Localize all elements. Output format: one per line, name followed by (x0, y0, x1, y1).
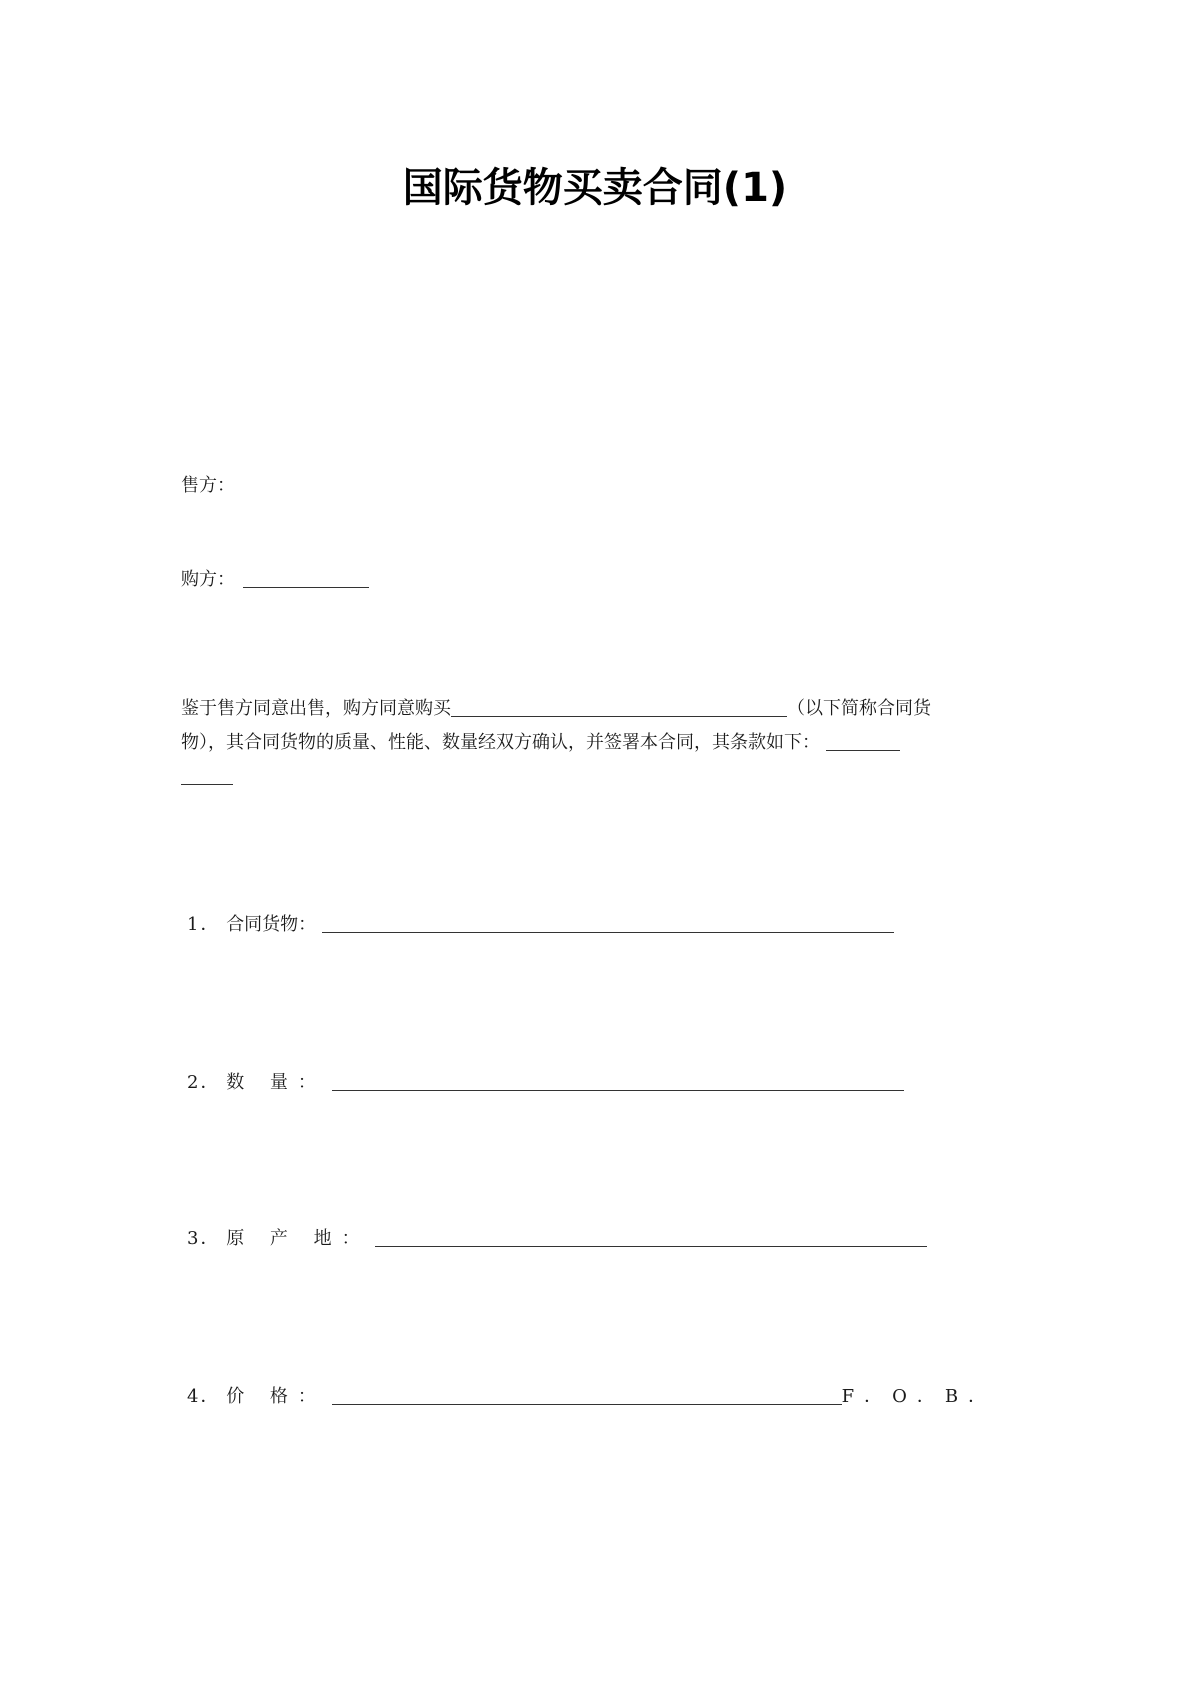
clause-2-label: 数 量： (226, 1072, 326, 1093)
clause-1 (187, 913, 894, 937)
preamble-line1-prefix: 鉴于售方同意出售，购方同意购买 (181, 698, 451, 719)
buyer-blank-field[interactable] (243, 571, 369, 588)
clause-2-blank-field[interactable] (332, 1074, 904, 1091)
clause-4-blank-field[interactable] (332, 1388, 842, 1405)
clause-3-label: 原 产 地： (226, 1228, 370, 1249)
preamble-line2-text: 物），其合同货物的质量、性能、数量经双方确认，并签署本合同，其条款如下： (181, 732, 820, 753)
clause-1-blank-field[interactable] (322, 916, 894, 933)
clause-4 (187, 1385, 996, 1409)
clause-2 (187, 1071, 904, 1095)
clause-3-blank-field[interactable] (375, 1230, 927, 1247)
clause-4-number: 4． (187, 1386, 221, 1407)
clause-4-label: 价 格： (226, 1386, 326, 1407)
preamble-line-3 (181, 760, 1011, 794)
goods-blank-field[interactable] (451, 700, 787, 717)
preamble-line1-suffix: （以下简称合同货 (787, 698, 931, 719)
preamble-paragraph (181, 692, 1011, 794)
preamble-line-2 (181, 726, 1011, 760)
terms-blank-field-part1[interactable] (826, 734, 900, 751)
buyer-line (181, 568, 369, 592)
seller-label: 售方： (181, 475, 235, 496)
clause-3-number: 3． (187, 1228, 221, 1249)
document-title: 国际货物买卖合同(1) (402, 165, 788, 211)
seller-line (181, 474, 235, 498)
clause-2-number: 2． (187, 1072, 221, 1093)
clause-1-number: 1． (187, 914, 221, 935)
terms-blank-field-part2[interactable] (181, 768, 233, 785)
clause-1-label: 合同货物： (226, 914, 317, 935)
clause-4-fob-term: F．O．B． (841, 1386, 997, 1407)
buyer-label: 购方： (181, 569, 235, 590)
preamble-line-1 (181, 692, 1011, 726)
clause-3 (187, 1227, 927, 1251)
